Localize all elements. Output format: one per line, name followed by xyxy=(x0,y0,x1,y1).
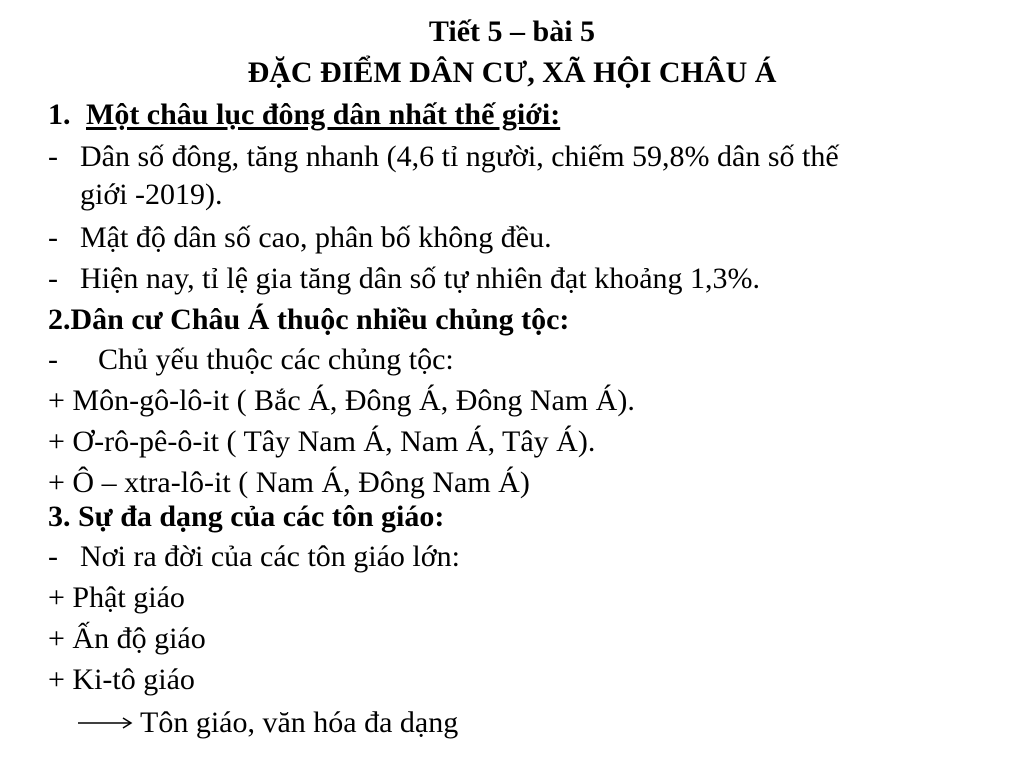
section2-bullet1-marker: - xyxy=(48,343,58,376)
section3-sub3: + Ki-tô giáo xyxy=(48,663,195,696)
section3-bullet1-marker: - xyxy=(48,540,58,573)
section1-bullet2-marker: - xyxy=(48,221,58,254)
section3-sub2: + Ấn độ giáo xyxy=(48,622,206,655)
section2-sub3: + Ô – xtra-lô-it ( Nam Á, Đông Nam Á) xyxy=(48,466,530,499)
section2-sub1: + Môn-gô-lô-it ( Bắc Á, Đông Á, Đông Nam Á). xyxy=(48,384,635,417)
section1-heading-text: Một châu lục đông dân nhất thế giới: xyxy=(86,98,561,131)
section3-heading: 3. Sự đa dạng của các tôn giáo: xyxy=(48,500,445,533)
section1-bullet2: Mật độ dân số cao, phân bố không đều. xyxy=(80,221,552,254)
section1-number: 1. xyxy=(48,98,71,131)
section2-sub2: + Ơ-rô-pê-ô-it ( Tây Nam Á, Nam Á, Tây Á). xyxy=(48,425,596,458)
section2-bullet1: Chủ yếu thuộc các chủng tộc: xyxy=(98,343,454,376)
right-arrow-icon xyxy=(78,708,136,738)
section1-heading xyxy=(48,97,560,133)
section1-bullet1-line2: giới -2019). xyxy=(80,178,223,211)
section3-conclusion: Tôn giáo, văn hóa đa dạng xyxy=(140,706,459,739)
section1-bullet3-marker: - xyxy=(48,262,58,295)
slide-subtitle: ĐẶC ĐIỂM DÂN CƯ, XÃ HỘI CHÂU Á xyxy=(247,56,777,89)
section3-bullet1: Nơi ra đời của các tôn giáo lớn: xyxy=(80,540,460,573)
section3-sub1: + Phật giáo xyxy=(48,581,185,614)
section1-bullet1-marker: - xyxy=(48,140,58,173)
slide-title: Tiết 5 – bài 5 xyxy=(428,15,596,48)
section2-heading: 2.Dân cư Châu Á thuộc nhiều chủng tộc: xyxy=(48,303,570,336)
section1-bullet1-line1: Dân số đông, tăng nhanh (4,6 tỉ người, chiếm 59,8% dân số thế xyxy=(80,140,839,173)
section1-bullet3: Hiện nay, tỉ lệ gia tăng dân số tự nhiên đạt khoảng 1,3%. xyxy=(80,262,760,295)
